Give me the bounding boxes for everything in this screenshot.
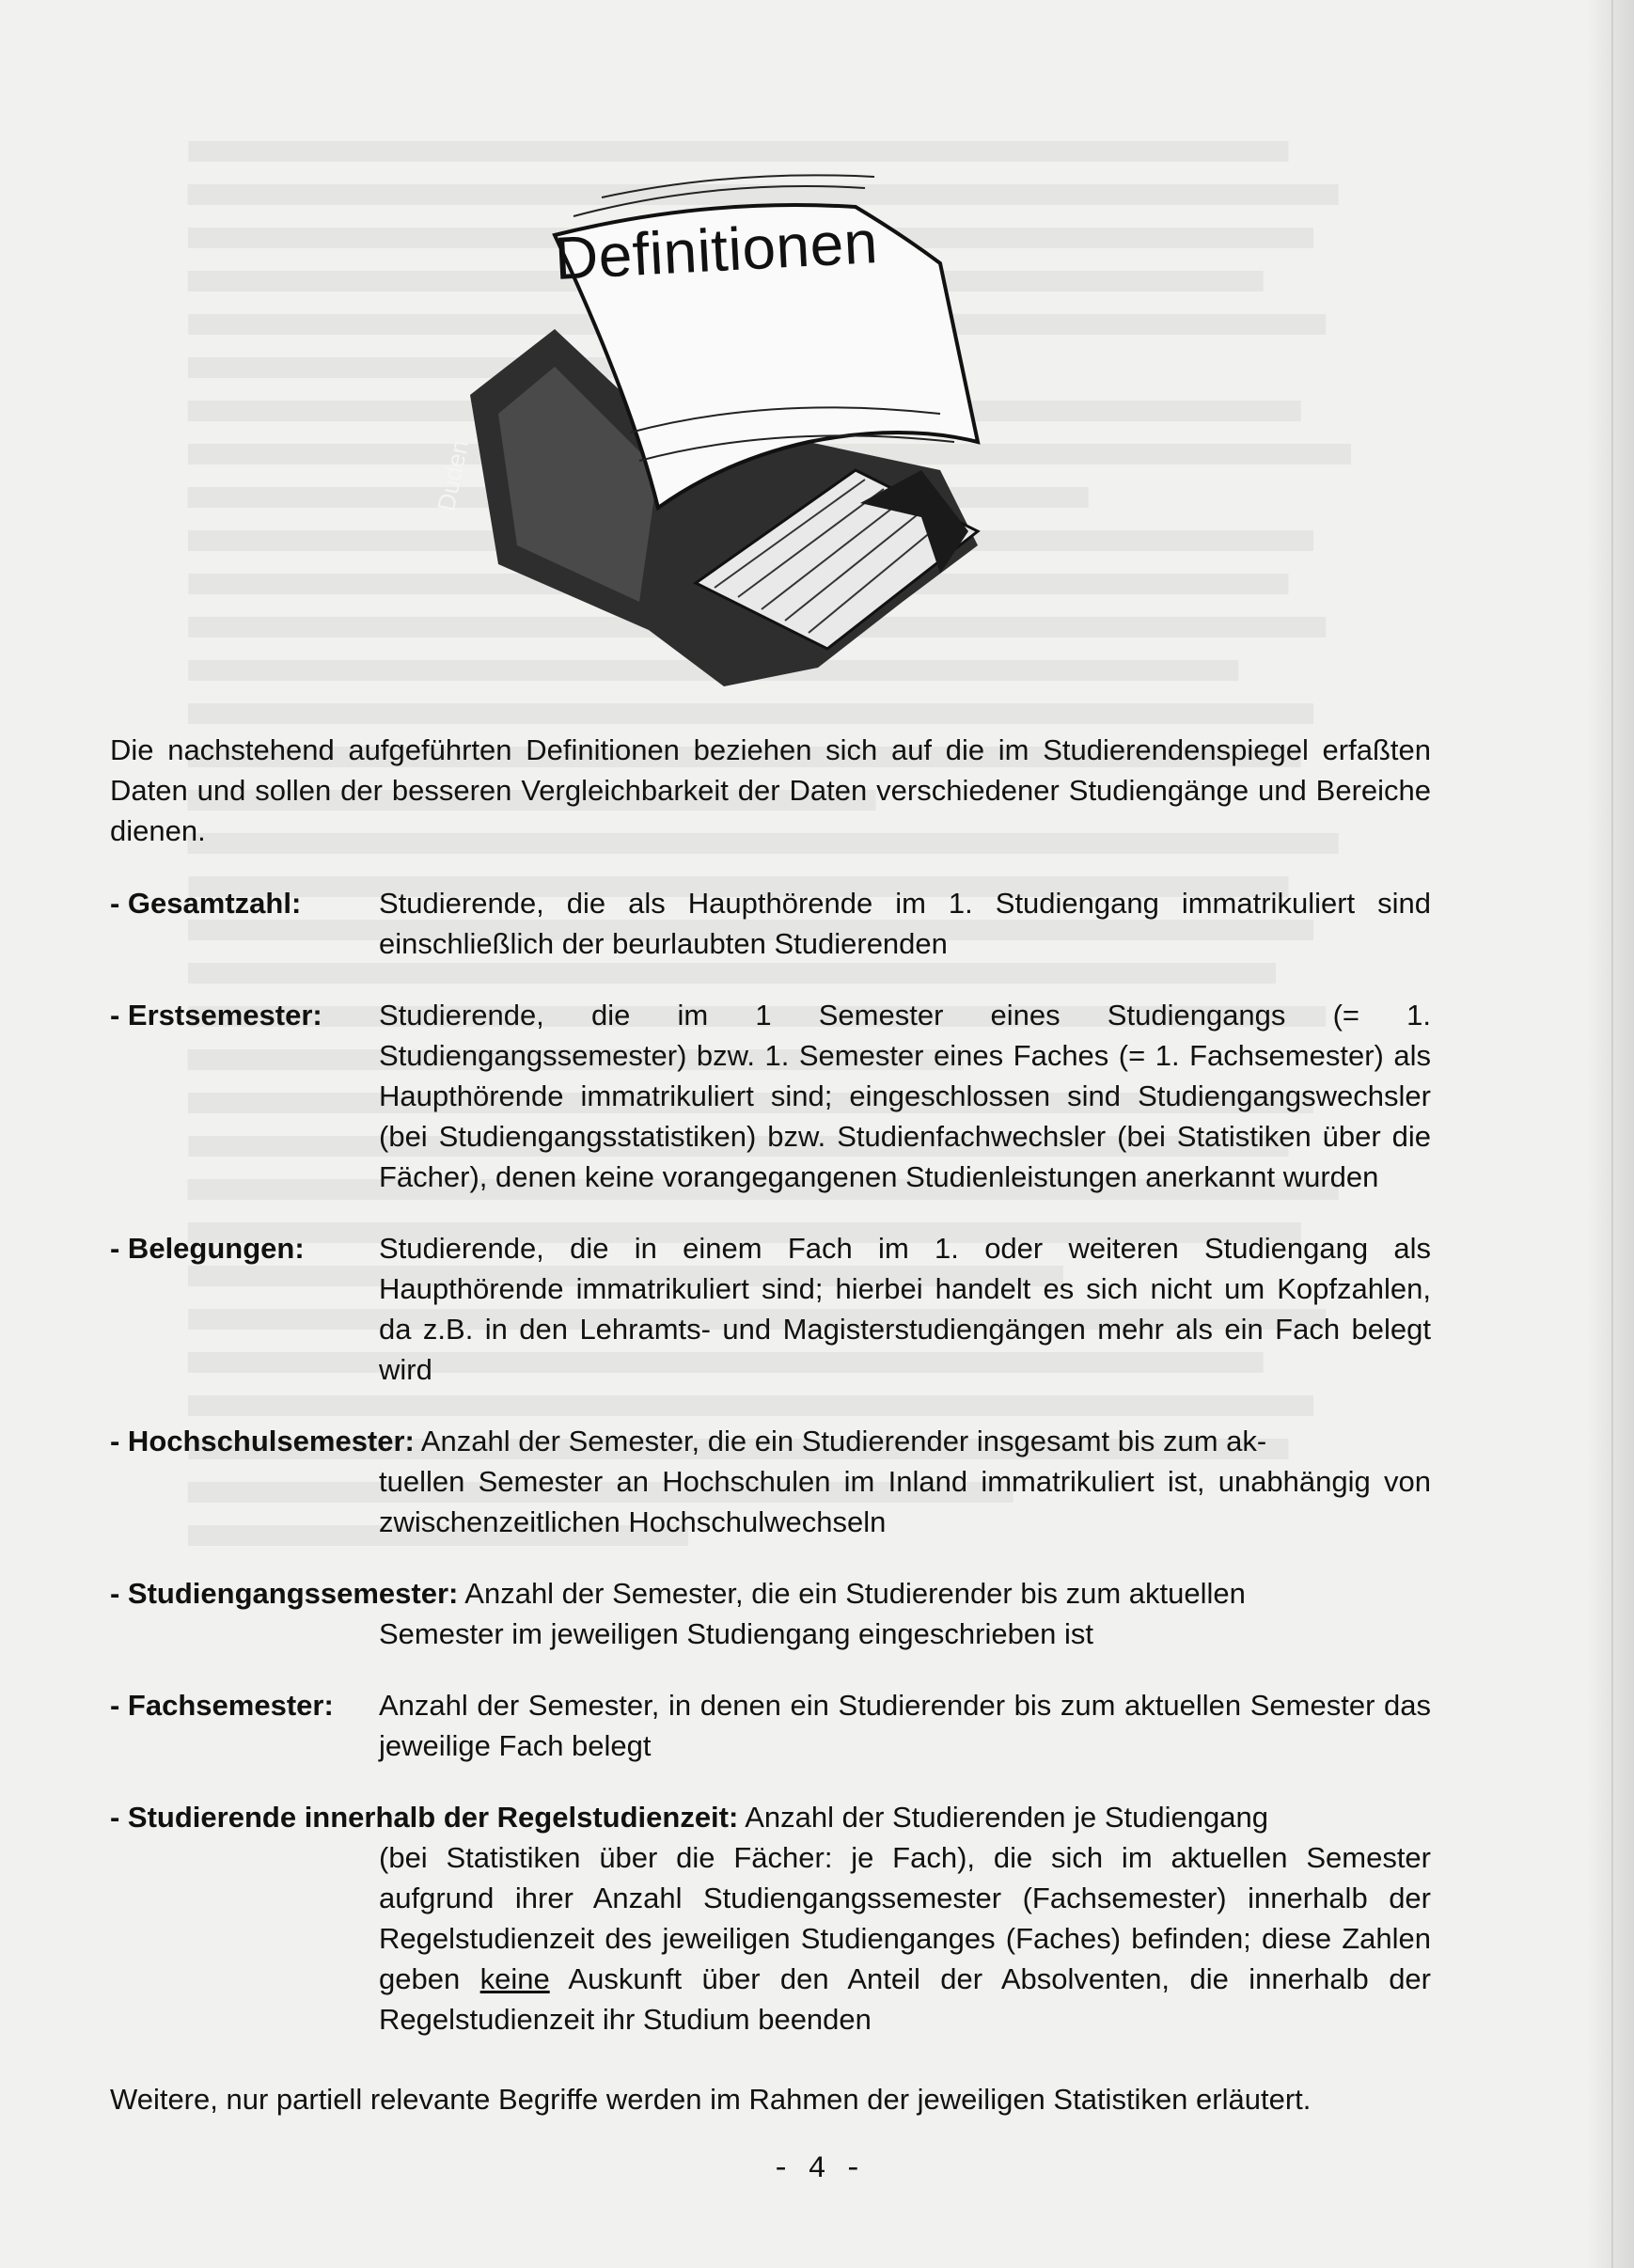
definition-description: Studierende, die als Haupthörende im 1. Studiengang immatrikuliert sind einschließlich der beurlaubten Studierenden [379, 887, 1431, 960]
definition-gesamtzahl [110, 883, 1431, 964]
definition-fachsemester [110, 1685, 1431, 1766]
definition-description: Studierende, die in einem Fach im 1. oder weiteren Studiengang als Haupthörende immatrikuliert sind; hierbei handelt es sich nicht um Kopfzahlen, da z.B. in den Lehramts- und Magisterstudiengängen mehr als ein Fach belegt wird [379, 1232, 1431, 1386]
definition-term: - Hochschulsemester: [110, 1425, 415, 1457]
definition-description-rest [110, 1837, 1431, 2040]
definition-belegungen [110, 1228, 1431, 1390]
definition-hochschulsemester [110, 1421, 1431, 1542]
definition-description-part: (bei Statistiken über die Fächer: je Fach), die sich im aktuellen Semester aufgrund ihrer Anzahl Studiengangssemester (Fachsemester) innerhalb der Regelstudienzeit des jeweiligen Studienganges (Faches) befinden; diese Zahlen geben [379, 1841, 1431, 1995]
definition-term: - Belegungen: [110, 1232, 305, 1265]
page-number: - 4 - [771, 2151, 862, 2186]
definition-description-rest: tuellen Semester an Hochschulen im Inland immatrikuliert ist, unabhängig von zwischenzeitlichen Hochschulwechseln [379, 1465, 1431, 1538]
definition-description-first: Anzahl der Studierenden je Studiengang [745, 1801, 1268, 1834]
definition-description: Anzahl der Semester, in denen ein Studierender bis zum aktuellen Semester das jeweilige Fach belegt [379, 1689, 1431, 1762]
definition-term: - Studiengangssemester: [110, 1577, 459, 1610]
definition-term: - Erstsemester: [110, 999, 322, 1032]
definition-description-first: Anzahl der Semester, die ein Studierender bis zum aktuellen [464, 1577, 1246, 1610]
definition-studiengangssemester [110, 1573, 1431, 1654]
document-body [110, 730, 1431, 2149]
definition-description-first: Anzahl der Semester, die ein Studierender insgesamt bis zum ak- [420, 1425, 1267, 1457]
illustration-spine-label: Duden [432, 437, 475, 514]
binding-edge [1587, 0, 1634, 2268]
definition-erstsemester [110, 995, 1431, 1197]
definition-term: - Studierende innerhalb der Regelstudienzeit: [110, 1801, 739, 1834]
definition-description-part: Auskunft über den Anteil der Absolventen, die innerhalb der Regelstudienzeit ihr Studium beenden [379, 1962, 1431, 2036]
definition-term: - Gesamtzahl: [110, 887, 302, 920]
definition-description-rest: Semester im jeweiligen Studiengang eingeschrieben ist [379, 1617, 1093, 1650]
illustration-title: Definitionen [553, 208, 880, 292]
definition-regelstudienzeit [110, 1797, 1431, 2040]
emphasized-word: keine [479, 1962, 550, 1995]
outro-paragraph: Weitere, nur partiell relevante Begriffe werden im Rahmen der jeweiligen Statistiken erläutert. [110, 2083, 1312, 2116]
intro-paragraph: Die nachstehend aufgeführten Definitionen beziehen sich auf die im Studierendenspiegel erfaßten Daten und sollen der besseren Vergleichbarkeit der Daten verschiedener Studiengänge und Bereiche dienen. [110, 733, 1431, 847]
definition-term: - Fachsemester: [110, 1689, 334, 1722]
definition-description: Studierende, die im 1 Semester eines Studiengangs (= 1. Studiengangssemester) bzw. 1. Semester eines Faches (= 1. Fachsemester) als Haupthörende immatrikuliert sind; eingeschlossen sind Studiengangswechsler (bei Studiengangsstatistiken) bzw. Studienfachwechsler (bei Statistiken über die Fächer), denen keine vorangegangenen Studienleistungen anerkannt wurden [379, 999, 1431, 1193]
